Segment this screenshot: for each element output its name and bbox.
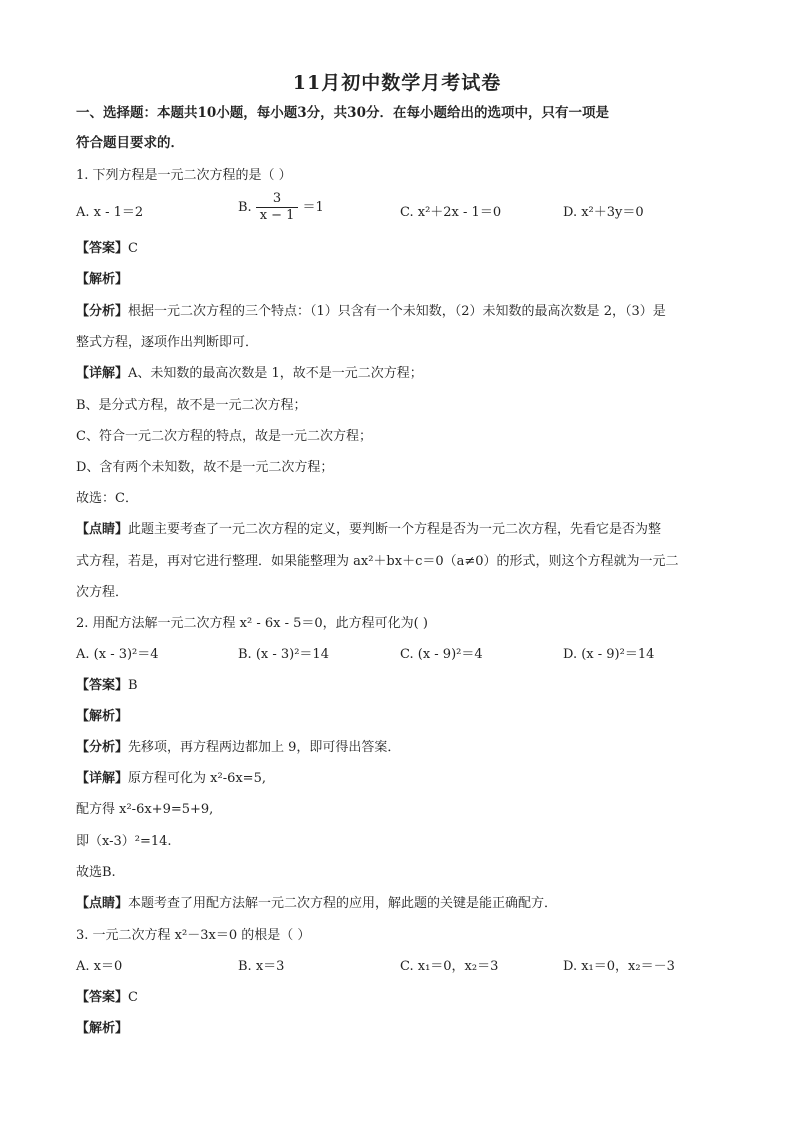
q1-option-c: C. x²＋2x - 1＝0 [400,205,502,220]
xiangjie-text: 原方程可化为 x²-6x=5, [128,771,266,786]
answer-value: C [128,990,138,1005]
q1-option-d: D. x²＋3y＝0 [563,205,644,220]
q1-answer [76,240,138,258]
xiangjie-tag: 【详解】 [76,771,129,786]
q1-xiangjie-a [76,365,423,383]
q3-option-c: C. x₁＝0，x₂＝3 [400,959,499,974]
answer-tag: 【答案】 [76,990,129,1005]
q1-xiangjie-d: D、含有两个未知数，故不是一元二次方程； [76,460,334,475]
q1-option-b-denominator: x − 1 [256,207,299,224]
page-title: 11月初中数学月考试卷 [292,72,502,94]
q3-option-a: A. x＝0 [76,959,123,974]
q3-answer [76,989,138,1007]
q1-option-b-numerator: 3 [272,191,282,206]
fenxi-tag: 【分析】 [76,304,129,319]
dianjing-text: 本题考查了用配方法解一元二次方程的应用，解此题的关键是能正确配方． [128,896,558,911]
q2-option-c: C. (x - 9)²＝4 [400,647,483,662]
q2-answer [76,677,138,695]
q2-option-d: D. (x - 9)²＝14 [563,647,655,662]
q1-option-b [238,191,324,224]
q1-dianjing-line-3: 次方程． [76,585,129,600]
q1-choose: 故选：C． [76,491,138,506]
q2-analysis-tag: 【解析】 [76,709,129,724]
answer-tag: 【答案】 [76,678,129,693]
dianjing-text: 此题主要考查了一元二次方程的定义，要判断一个方程是否为一元二次方程，先看它是否为整 [128,522,662,537]
dianjing-tag: 【点睛】 [76,522,129,537]
q1-dianjing-line-1 [76,521,661,539]
fenxi-tag: 【分析】 [76,740,129,755]
q1-option-b-fraction [256,191,299,224]
xiangjie-tag: 【详解】 [76,366,129,381]
question-3-stem: 3. 一元二次方程 x²－3x＝0 的根是（ ） [76,928,311,943]
q2-step-2: 配方得 x²-6x+9=5+9, [76,802,214,817]
q1-option-b-rest: ＝1 [302,199,324,215]
answer-value: C [128,241,138,256]
answer-value: B [128,678,138,693]
q2-xiangjie [76,770,266,788]
fenxi-text: 根据一元二次方程的三个特点：（1）只含有一个未知数，（2）未知数的最高次数是 2，（3）是 [128,304,666,319]
q2-step-3: 即（x-3）²=14. [76,834,172,849]
section-heading-line-2: 符合题目要求的． [76,135,184,151]
q3-option-b: B. x＝3 [238,959,285,974]
question-1-stem: 1. 下列方程是一元二次方程的是（ ） [76,168,292,183]
q1-option-a: A. x - 1＝2 [76,205,144,220]
q1-fenxi-line-1 [76,303,666,321]
question-2-stem: 2. 用配方法解一元二次方程 x² - 6x - 5＝0，此方程可化为( ) [76,616,428,631]
q1-fenxi-line-2: 整式方程，逐项作出判断即可． [76,335,259,350]
q3-option-d: D. x₁＝0，x₂＝－3 [563,959,675,974]
q1-analysis-tag: 【解析】 [76,272,129,287]
dianjing-tag: 【点睛】 [76,896,129,911]
section-heading-line-1: 一、选择题：本题共10小题，每小题3分，共30分．在每小题给出的选项中，只有一项是 [76,105,609,121]
q3-analysis-tag: 【解析】 [76,1021,129,1036]
fenxi-text: 先移项，再方程两边都加上 9，即可得出答案． [128,740,401,755]
q2-dianjing [76,895,557,913]
q1-xiangjie-b: B、是分式方程，故不是一元二次方程； [76,398,307,413]
q2-option-a: A. (x - 3)²＝4 [76,647,159,662]
q1-option-b-label: B. [238,199,252,215]
q1-xiangjie-c: C、符合一元二次方程的特点，故是一元二次方程； [76,429,372,444]
q2-option-b: B. (x - 3)²＝14 [238,647,329,662]
q2-choose: 故选B. [76,865,116,880]
q1-dianjing-line-2: 式方程，若是，再对它进行整理．如果能整理为 ax²＋bx＋c＝0（a≠0）的形式，则这个方程就为一元二 [76,554,679,569]
q2-fenxi [76,739,400,757]
answer-tag: 【答案】 [76,241,129,256]
xiangjie-text: A、未知数的最高次数是 1，故不是一元二次方程； [128,366,423,381]
